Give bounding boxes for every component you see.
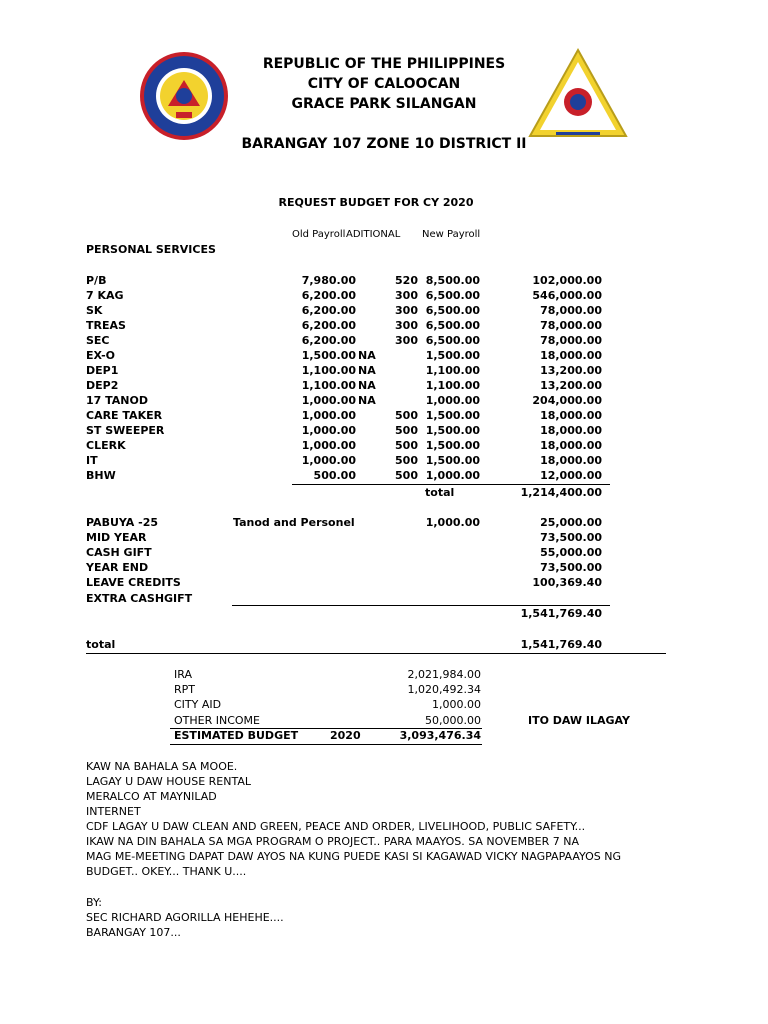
col-header-new: New Payroll (422, 229, 481, 240)
table-row: IT 1,000.00 500 1,500.00 18,000.00 (86, 454, 602, 467)
table-row: CLERK 1,000.00 500 1,500.00 18,000.00 (86, 439, 602, 452)
others-divider (232, 605, 610, 606)
table-row: CITY AID 1,000.00 (174, 698, 481, 711)
table-row: P/B 7,980.00 520 8,500.00 102,000.00 (86, 274, 602, 287)
note-line: INTERNET (86, 805, 141, 818)
table-row: IRA 2,021,984.00 (174, 668, 481, 681)
payroll-divider (292, 484, 610, 485)
table-row: YEAR END 73,500.00 (86, 561, 602, 574)
note-line: MAG ME-MEETING DAPAT DAW AYOS NA KUNG PUEDE KASI SI KAGAWAD VICKY NAGPAPAAYOS NG (86, 850, 622, 863)
note-line: IKAW NA DIN BAHALA SA MGA PROGRAM O PROJECT.. PARA MAAYOS. SA NOVEMBER 7 NA (86, 835, 579, 848)
col-header-additional: ADITIONAL (346, 229, 401, 240)
table-row: 7 KAG 6,200.00 300 6,500.00 546,000.00 (86, 289, 602, 302)
note-line: CDF LAGAY U DAW CLEAN AND GREEN, PEACE AND ORDER, LIVELIHOOD, PUBLIC SAFETY... (86, 820, 586, 833)
header-district: GRACE PARK SILANGAN (291, 96, 477, 112)
table-row: 17 TANOD 1,000.00 NA 1,000.00 204,000.00 (86, 394, 602, 407)
table-row: TREAS 6,200.00 300 6,500.00 78,000.00 (86, 319, 602, 332)
signature-org: BARANGAY 107... (86, 926, 181, 939)
grand-total-row: total 1,541,769.40 (86, 638, 602, 651)
table-row: BHW 500.00 500 1,000.00 12,000.00 (86, 469, 602, 482)
table-row: ST SWEEPER 1,000.00 500 1,500.00 18,000.00 (86, 424, 602, 437)
signature-name: SEC RICHARD AGORILLA HEHEHE.... (86, 911, 284, 924)
table-row: OTHER INCOME 50,000.00 ITO DAW ILAGAY (174, 714, 630, 727)
table-row: SEC 6,200.00 300 6,500.00 78,000.00 (86, 334, 602, 347)
estimated-budget-underline (170, 744, 482, 745)
table-row: EX-O 1,500.00 NA 1,500.00 18,000.00 (86, 349, 602, 362)
note-line: MERALCO AT MAYNILAD (86, 790, 217, 803)
note-line: KAW NA BAHALA SA MOOE. (86, 760, 238, 773)
note-line: BUDGET.. OKEY... THANK U.... (86, 865, 247, 878)
section-title: PERSONAL SERVICES (86, 243, 216, 256)
table-row: RPT 1,020,492.34 (174, 683, 481, 696)
income-note: ITO DAW ILAGAY (528, 714, 630, 727)
payroll-total-row: total 1,214,400.00 (425, 486, 602, 499)
table-row: MID YEAR 73,500.00 (86, 531, 602, 544)
table-row: PABUYA -25 Tanod and Personel 1,000.00 25,000.00 (86, 516, 602, 529)
header-barangay: BARANGAY 107 ZONE 10 DISTRICT II (241, 136, 527, 152)
col-header-old: Old Payroll (292, 229, 346, 240)
table-row: CASH GIFT 55,000.00 (86, 546, 602, 559)
header-city: CITY OF CALOOCAN (307, 76, 461, 92)
note-line: LAGAY U DAW HOUSE RENTAL (86, 775, 251, 788)
signature-by: BY: (86, 896, 102, 909)
header-republic: REPUBLIC OF THE PHILIPPINES (262, 56, 506, 72)
table-row: CARE TAKER 1,000.00 500 1,500.00 18,000.00 (86, 409, 602, 422)
subtotal-row: 1,541,769.40 (520, 607, 602, 620)
table-row: DEP1 1,100.00 NA 1,100.00 13,200.00 (86, 364, 602, 377)
table-row: SK 6,200.00 300 6,500.00 78,000.00 (86, 304, 602, 317)
grand-total-underline (86, 653, 666, 654)
table-row: DEP2 1,100.00 NA 1,100.00 13,200.00 (86, 379, 602, 392)
estimated-budget-row: ESTIMATED BUDGET 2020 3,093,476.34 (174, 729, 481, 742)
doc-title: REQUEST BUDGET FOR CY 2020 (278, 196, 474, 209)
table-row: LEAVE CREDITS 100,369.40 (86, 576, 602, 589)
table-row: EXTRA CASHGIFT (86, 592, 193, 605)
